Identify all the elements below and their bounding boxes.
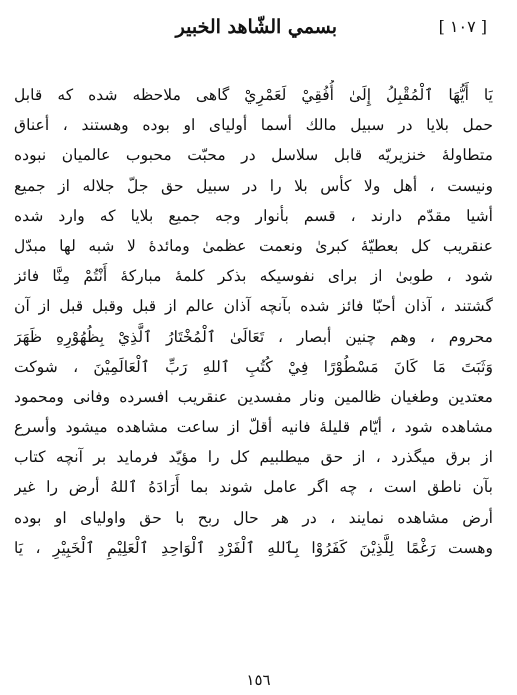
- text-line: شود ، طوبىٰ از براى نفوسيكه بذكر كلمهٔ مباركهٔ أَنْتُمْ مِنَّا فائز: [14, 267, 493, 286]
- text-line: بآن ناطق است ، چه اگر عامل شوند بما أَرَادَهُ ٱللهُ أرض را غير: [14, 478, 493, 497]
- text-line: وَثَبَتَ مَا كَانَ مَسْطُوْرًا فِيْ كُتُبِ ٱللهِ رَبِّ ٱلْعَالَمِيْنَ ، شوكت: [14, 357, 493, 376]
- page-number: ١٥٦: [246, 671, 271, 689]
- text-line: يَا أَيُّهَا ٱلْمُقْبِلُ إِلَىٰ أُفُقِيْ لَعَمْرِيْ گاهى ملاحظه شده كه قابل: [14, 86, 493, 104]
- text-line: أرض مشاهده نمايند ، در هر حال ربح با حق واولياى او بوده: [14, 508, 493, 527]
- page-title: بسمي الشّاهد الخبير: [175, 16, 337, 38]
- text-line: حمل بلايا در سبيل مالك أسما أولياى او بوده وهستند ، أعناق: [14, 116, 493, 135]
- text-line: أشيا مقدّم دارند ، قسم بأنوار وجه جميع بلايا كه وارد شده: [14, 206, 493, 225]
- text-line: محروم ، وهم چنين أبصار ، تَعَالَىٰ ٱلْمُخْتَارُ ٱلَّذِيْ بِظُهُوْرِهِ ظَهَرَ: [14, 327, 493, 346]
- text-line: عنقريب كل بعطيّهٔ كبرىٰ ونعمت عظمىٰ ومائدهٔ لا شبه لها مبدّل: [14, 236, 493, 255]
- text-line: وهست رَغْمًا لِلَّذِيْنَ كَفَرُوْا بِٱللهِ ٱلْفَرْدِ ٱلْوَاحِدِ ٱلْعَلِيْمِ ٱلْخَبِيْرِ ، يَا: [14, 538, 493, 557]
- text-line: معتدين وطغيان ظالمين ونار مفسدين عنقريب افسرده وفانى ومحمود: [14, 387, 493, 406]
- page-header: [30, 12, 487, 42]
- body-text: [14, 80, 493, 563]
- text-line: گشتند ، آذان أحبّا فائز شده بآنچه آذان عالم از قبل وقبل قبل از آن: [14, 297, 493, 316]
- tablet-number: [ ١٠٧ ]: [438, 17, 487, 36]
- text-line: مشاهده شود ، أيّام قليلهٔ فانيه أقلّ از ساعت مشاهده ميشود وأسرع: [14, 418, 493, 437]
- text-line: ونيست ، أهل ولا كأس بلا را در سبيل حق جلّ جلاله از جميع: [14, 176, 493, 195]
- text-line: متطاولهٔ خنزيريّه قابل سلاسل در محبّت محبوب عالميان نبوده: [14, 146, 493, 165]
- text-line: از برق ميگذرد ، از حق ميطلبيم كل را مؤيّد فرمايد بر آنچه كتاب: [14, 448, 493, 467]
